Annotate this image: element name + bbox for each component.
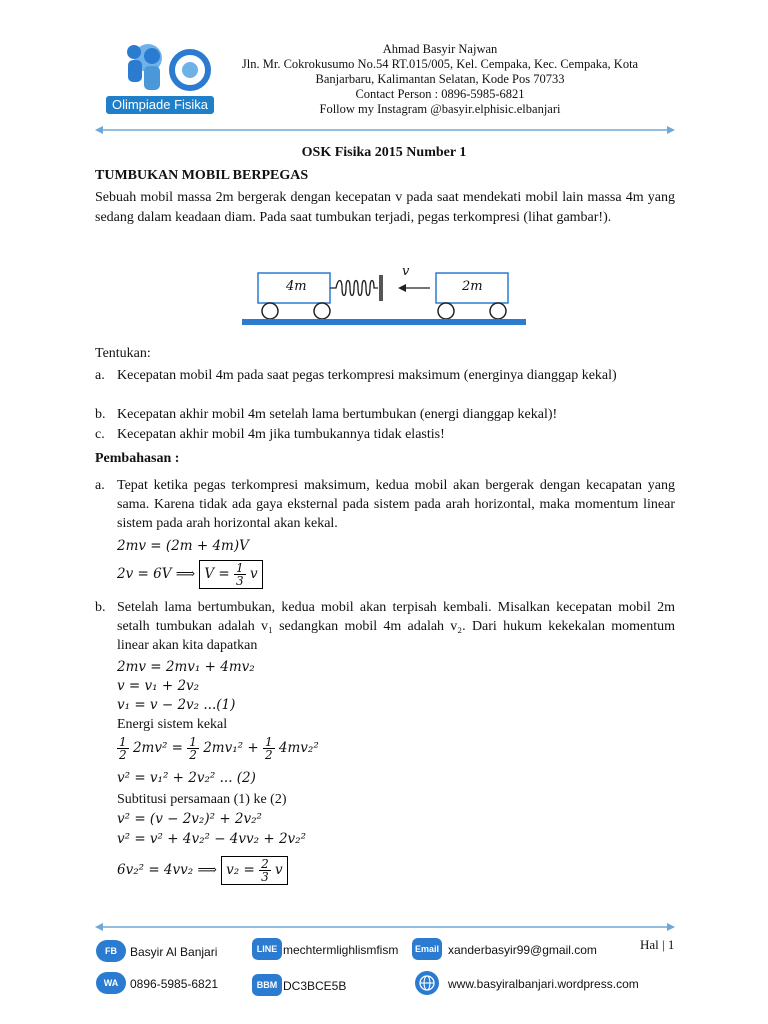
answer-b-denominator: 3 [261, 870, 269, 884]
solution-b-text: Setelah lama bertumbukan, kedua mobil akan terpisah kembali. Misalkan kecepatan mobil 2m setalh tumbukan adalah v₁ sedangkan mobil 4m adalah v₂. Dari hukum kekekalan momentum linear akan kita dapatkan [117, 600, 675, 653]
question-a-label: a. [95, 368, 105, 383]
equation-a1: 2mv = (2m + 4m)V [117, 538, 249, 554]
equation-b4-c: 4mv₂² [278, 740, 319, 756]
question-b-text: Kecepatan akhir mobil 4m setelah lama bertumbukan (energi dianggap kekal)! [117, 407, 558, 422]
equation-b7: v² = v² + 4v₂² − 4vv₂ + 2v₂² [117, 831, 306, 847]
answer-b-fraction [259, 858, 271, 883]
equation-b3: v₁ = v − 2v₂ ...(1) [117, 697, 236, 713]
question-a-text: Kecepatan mobil 4m pada saat pegas terkompresi maksimum (energinya dianggap kekal) [117, 368, 617, 383]
page-number: Hal | 1 [640, 937, 675, 952]
address-line-1: Jln. Mr. Cokrokusumo No.54 RT.015/005, Kel. Cempaka, Kec. Cempaka, Kota [241, 57, 639, 71]
answer-b-box [221, 856, 288, 885]
solution-a-text: Tepat ketika pegas terkompresi maksimum, kedua mobil akan bergerak dengan kecapatan yang sama. Karena tidak ada gaya eksternal pada sistem pada arah horizontal, maka momentum linear sistem pada arah horizontal akan kekal. [117, 478, 675, 531]
equation-b1: 2mv = 2mv₁ + 4mv₂ [117, 659, 255, 675]
equation-b5: v² = v₁² + 2v₂² ... (2) [117, 770, 256, 786]
bottom-divider [95, 922, 675, 932]
half-fraction-2 [187, 736, 199, 761]
equation-b8 [117, 856, 288, 885]
whatsapp-number[interactable]: 0896-5985-6821 [130, 977, 219, 991]
line-id[interactable]: mechtermlighlismfism [283, 943, 399, 957]
equation-b4-a: 2mv² = [132, 740, 183, 756]
question-c-text: Kecepatan akhir mobil 4m jika tumbukannya tidak elastis! [117, 427, 445, 442]
half-num-2: 1 [189, 735, 197, 749]
answer-a-right: v [249, 566, 258, 582]
page-title: OSK Fisika 2015 Number 1 [301, 145, 467, 160]
half-fraction-1 [117, 736, 129, 761]
left-car-label: 4m [286, 279, 307, 294]
globe-icon [414, 970, 440, 996]
contact-person: Contact Person : 0896-5985-6821 [355, 87, 525, 101]
half-den-2: 2 [189, 748, 197, 762]
question-a [95, 366, 675, 404]
solution-a [95, 476, 675, 536]
right-car-label: 2m [462, 279, 483, 294]
top-divider [95, 125, 675, 135]
email-address[interactable]: xanderbasyir99@gmail.com [448, 943, 597, 957]
problem-heading: TUMBUKAN MOBIL BERPEGAS [95, 168, 309, 183]
logo-label: Olimpiade Fisika [106, 96, 214, 114]
answer-a-left: V = [204, 566, 230, 582]
solution-b [95, 598, 675, 658]
solution-a-label: a. [95, 478, 105, 493]
header-contact [220, 42, 660, 117]
question-c [95, 425, 675, 444]
equation-b2: v = v₁ + 2v₂ [117, 678, 200, 694]
facebook-icon: FB [96, 940, 126, 962]
solution-b-label: b. [95, 600, 106, 615]
question-b-label: b. [95, 407, 106, 422]
half-den-3: 2 [264, 748, 273, 762]
half-num-3: 1 [264, 735, 273, 749]
address-line-2: Banjarbaru, Kalimantan Selatan, Kode Pos 70733 [315, 72, 565, 86]
line-icon: LINE [252, 938, 282, 960]
substitution-label: Subtitusi persamaan (1) ke (2) [117, 792, 287, 807]
equation-b4 [117, 736, 319, 761]
velocity-label: v [402, 264, 410, 279]
email-icon: Email [412, 938, 442, 960]
equation-b4-b: 2mv₁² + [203, 740, 259, 756]
bbm-pin[interactable]: DC3BCE5B [283, 979, 347, 993]
tentukan-heading: Tentukan: [95, 346, 151, 361]
answer-a-fraction [234, 562, 246, 587]
energy-label: Energi sistem kekal [117, 717, 228, 732]
half-fraction-3 [263, 736, 275, 761]
half-num-1: 1 [119, 735, 127, 749]
answer-b-left: v₂ = [226, 862, 255, 878]
website-url[interactable]: www.basyiralbanjari.wordpress.com [448, 977, 639, 991]
question-b [95, 405, 675, 424]
half-den-1: 2 [119, 748, 127, 762]
answer-a-numerator: 1 [236, 561, 244, 575]
question-c-label: c. [95, 427, 105, 442]
pembahasan-heading: Pembahasan : [95, 451, 180, 466]
answer-a-box [199, 560, 262, 589]
answer-a-denominator: 3 [236, 574, 244, 588]
answer-b-right: v [275, 862, 283, 878]
equation-b6: v² = (v − 2v₂)² + 2v₂² [117, 811, 262, 827]
instagram: Follow my Instagram @basyir.elphisic.elbanjari [319, 102, 561, 116]
whatsapp-icon: WA [96, 972, 126, 994]
collision-figure [240, 263, 530, 327]
equation-a2-left: 2v = 6V ⟹ [117, 566, 196, 582]
problem-text: Sebuah mobil massa 2m bergerak dengan kecepatan v pada saat mendekati mobil lain massa 4m yang sedang dalam keadaan diam. Pada saat tumbukan terjadi, pegas terkompresi (lihat gambar!). [95, 190, 675, 225]
bbm-icon: BBM [252, 974, 282, 996]
answer-b-numerator: 2 [261, 857, 269, 871]
author-name: Ahmad Basyir Najwan [382, 42, 498, 56]
equation-b8-left: 6v₂² = 4vv₂ ⟹ [117, 862, 217, 878]
equation-a2 [117, 560, 263, 589]
facebook-name[interactable]: Basyir Al Banjari [130, 945, 218, 959]
